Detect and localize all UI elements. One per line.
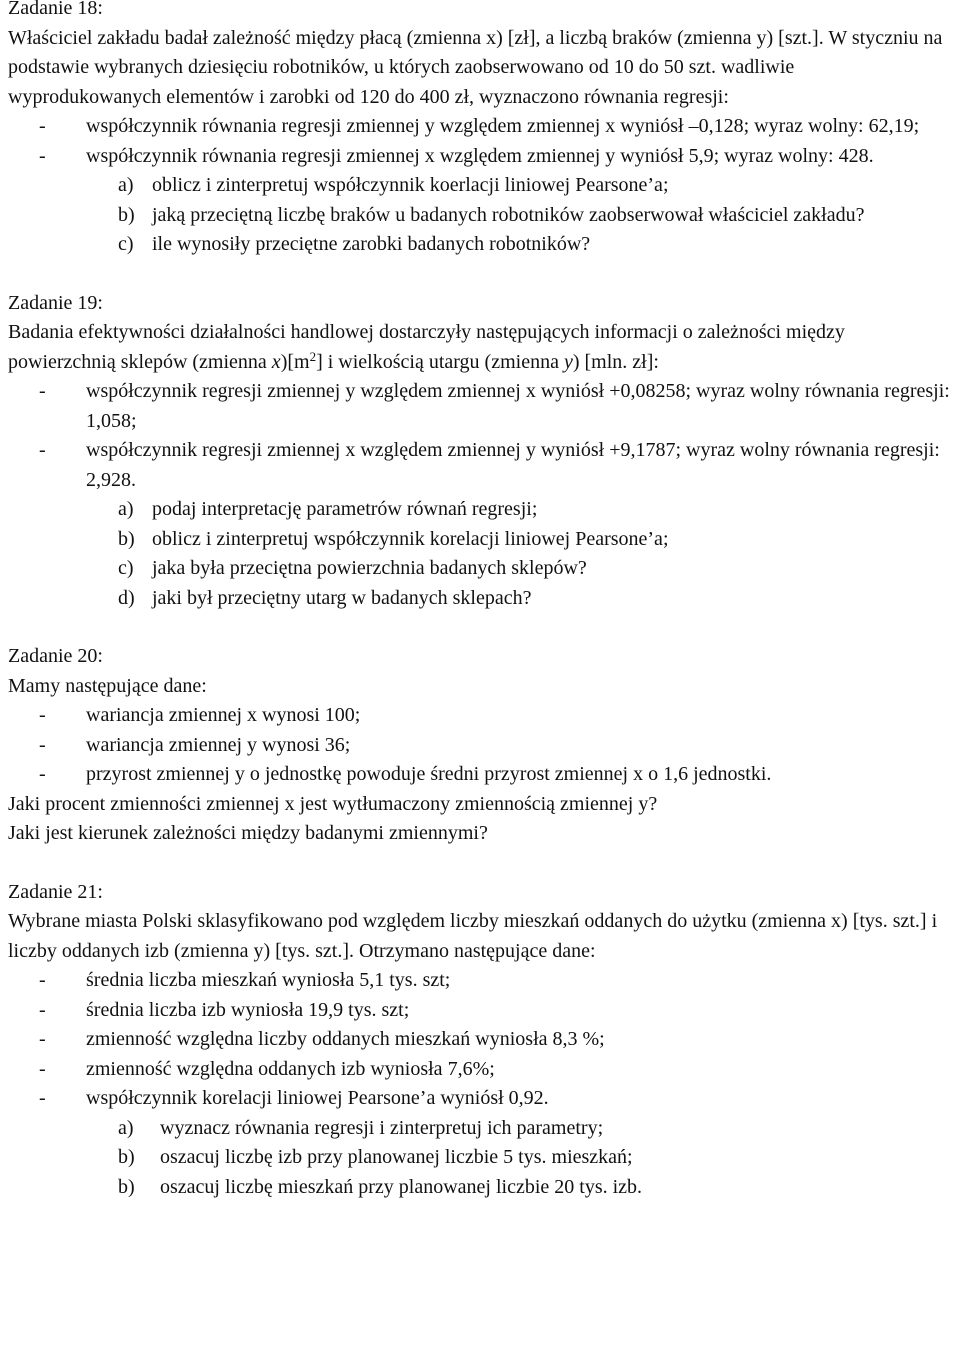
intro-part: ] i wielkością utargu (zmienna [316, 350, 564, 373]
question-text: jaki był przeciętny utarg w badanych sklepach? [152, 586, 532, 609]
question-text: jaka była przeciętna powierzchnia badanych sklepów? [152, 557, 587, 579]
superscript: 2 [309, 348, 317, 364]
question-text: jaką przeciętną liczbę braków u badanych robotników zaobserwował właściciel zakładu? [152, 203, 865, 226]
task-20-title: Zadanie 20: [8, 645, 103, 667]
question-label: a) [118, 1116, 134, 1139]
task-21-item-2: - średnia liczba izb wyniosła 19,9 tys. szt; [8, 996, 952, 1026]
task-20-question-1: Jaki procent zmienności zmiennej x jest wytłumaczony zmiennością zmiennej y? [8, 792, 658, 815]
task-18-title: Zadanie 18: [8, 0, 103, 19]
task-21-intro: Wybrane miasta Polski sklasyfikowano pod względem liczby mieszkań oddanych do użytku (zmienna x) [tys. szt.] i liczby oddanych izb (zmienna y) [tys. szt.]. Otrzymano następujące dane: [8, 910, 938, 962]
task-19-question-b [8, 525, 952, 555]
question-text: oblicz i zinterpretuj współczynnik korelacji liniowej Pearsone’a; [152, 527, 669, 550]
task-19-question-c [8, 554, 952, 584]
task-21-question-a [8, 1114, 952, 1144]
question-label: b) [118, 203, 135, 226]
task-20-item-2: - wariancja zmiennej y wynosi 36; [8, 731, 952, 761]
task-19-item-2: - współczynnik regresji zmiennej x względem zmiennej y wyniósł +9,1787; wyraz wolny równania regresji: 2,928. [8, 436, 952, 495]
task-21-title: Zadanie 21: [8, 880, 103, 903]
task-21-item-1: - średnia liczba mieszkań wyniosła 5,1 tys. szt; [8, 966, 952, 996]
question-text: oszacuj liczbę izb przy planowanej liczbie 5 tys. mieszkań; [160, 1146, 633, 1168]
task-20-question-2: Jaki jest kierunek zależności między badanymi zmiennymi? [8, 822, 488, 844]
task-18 [8, 0, 952, 260]
task-19-item-1: - współczynnik regresji zmiennej y względem zmiennej x wyniósł +0,08258; wyraz wolny równania regresji: 1,058; [8, 377, 952, 436]
question-text: oblicz i zinterpretuj współczynnik koerlacji liniowej Pearsone’a; [152, 174, 669, 196]
task-18-question-c [8, 230, 952, 260]
question-label: a) [118, 498, 134, 520]
question-text: wyznacz równania regresji i zinterpretuj ich parametry; [160, 1116, 604, 1139]
question-text: ile wynosiły przeciętne zarobki badanych robotników? [152, 233, 591, 255]
task-20-intro: Mamy następujące dane: [8, 674, 207, 697]
task-21-item-3: - zmienność względna liczby oddanych mieszkań wyniosła 8,3 %; [8, 1025, 952, 1055]
task-18-question-b [8, 201, 952, 231]
task-21-question-b [8, 1143, 952, 1173]
question-label: c) [118, 557, 134, 579]
task-18-item-1: - współczynnik równania regresji zmiennej y względem zmiennej x wyniósł –0,128; wyraz wolny: 62,19; [8, 112, 952, 142]
task-20 [8, 642, 952, 849]
task-19 [8, 289, 952, 614]
intro-part: Badania efektywności działalności handlowej dostarczyły następujących informacji o zależności między powierzchnią sklepów (zmienna [8, 321, 845, 373]
variable-x: x [271, 350, 281, 373]
task-19-question-a [8, 495, 952, 525]
question-label: b) [118, 527, 135, 550]
intro-part: )[m [280, 350, 310, 373]
question-text: podaj interpretację parametrów równań regresji; [152, 498, 538, 520]
task-18-item-2: - współczynnik równania regresji zmiennej x względem zmiennej y wyniósł 5,9; wyraz wolny: 428. [8, 142, 952, 172]
task-20-item-1: - wariancja zmiennej x wynosi 100; [8, 701, 952, 731]
question-label: c) [118, 233, 134, 255]
task-18-question-a [8, 171, 952, 201]
question-label: b) [118, 1175, 135, 1198]
intro-part: ) [mln. zł]: [572, 350, 659, 373]
question-label: b) [118, 1146, 135, 1168]
task-21-item-5: - współczynnik korelacji liniowej Pearsone’a wyniósł 0,92. [8, 1084, 952, 1114]
task-21 [8, 878, 952, 1203]
question-label: d) [118, 586, 135, 609]
task-19-question-d [8, 584, 952, 614]
question-text: oszacuj liczbę mieszkań przy planowanej liczbie 20 tys. izb. [160, 1175, 643, 1198]
task-20-item-3: - przyrost zmiennej y o jednostkę powoduje średni przyrost zmiennej x o 1,6 jednostki. [8, 760, 952, 790]
task-18-intro: Właściciel zakładu badał zależność między płacą (zmienna x) [zł], a liczbą braków (zmienna y) [szt.]. W styczniu na podstawie wybranych dziesięciu robotników, u których zaobserwowano od 10 do 50 szt. wadliwie wyprodukowanych elementów i zarobki od 120 do 400 zł, wyznaczono równania regresji: [8, 26, 943, 108]
task-19-intro [8, 318, 952, 377]
task-19-title: Zadanie 19: [8, 291, 103, 314]
variable-y: y [563, 350, 573, 373]
task-21-item-4: - zmienność względna oddanych izb wyniosła 7,6%; [8, 1055, 952, 1085]
task-21-question-b2 [8, 1173, 952, 1203]
question-label: a) [118, 174, 134, 196]
